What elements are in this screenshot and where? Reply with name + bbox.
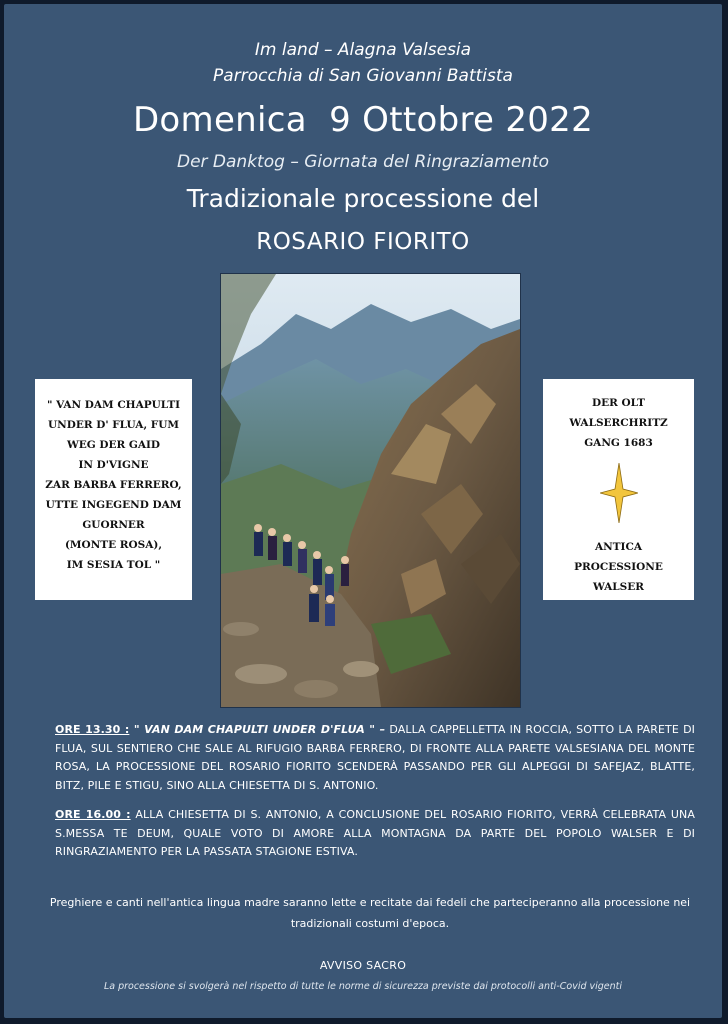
quote-text: " VAN DAM CHAPULTI UNDER D'FLUA " – [129, 723, 386, 736]
title-line2: ROSARIO FIORITO [256, 229, 470, 255]
mountain-procession-image [221, 274, 520, 707]
quote-line: IN D'VIGNE [78, 459, 149, 471]
quote-line: UNDER D' FLUA, FUM [47, 419, 179, 431]
time-label: ORE 13.30 : [55, 723, 130, 736]
procession-photo [220, 273, 521, 708]
parish-line: Parrocchia di San Giovanni Battista [213, 66, 513, 86]
box-line: WALSER [593, 581, 644, 593]
program-paragraph-2 [55, 806, 695, 862]
quote-line: " VAN DAM CHAPULTI [46, 399, 181, 411]
box-line: ANTICA [595, 541, 642, 553]
box-line: PROCESSIONE [574, 561, 663, 573]
walser-quote-box [35, 379, 192, 600]
paragraph-text: DALLA CAPPELLETTA IN ROCCIA, SOTTO LA PARETE DI FLUA, SUL SENTIERO CHE SALE AL RIFUGIO BARBA FERRERO, DI FRONTE ALLA PARETE VALSESIANA DEL MONTE ROSA, LA PROCESSIONE DEL ROSARIO FIORITO SCENDERÀ PASSANDO PER GLI ALPEGGI DI SAFEJAZ, BLATTE, BITZ, PILE E STIGU, SINO ALLA CHIESETTA DI S. ANTONIO. [55, 723, 695, 792]
notice-heading: AVVISO SACRO [319, 959, 407, 972]
walser-cross-box [543, 379, 694, 600]
quote-line: UTTE INGEGEND DAM [45, 499, 182, 511]
event-date: Domenica 9 Ottobre 2022 [132, 100, 594, 140]
quote-line: (MONTE ROSA), [64, 539, 163, 551]
quote-line: IM SESIA TOL " [66, 559, 161, 571]
box-line: WALSERCHRITZ [569, 417, 668, 429]
poster [4, 4, 722, 1018]
quote-line: GUORNER [82, 519, 145, 531]
covid-notice: La processione si svolgerà nel rispetto di tutte le norme di sicurezza previste dai protocolli anti-Covid vigenti [103, 981, 623, 992]
box-line: DER OLT [592, 397, 645, 409]
location-line: Im land – Alagna Valsesia [254, 40, 472, 60]
box-line: GANG 1683 [584, 437, 653, 449]
program-paragraph-1 [55, 721, 695, 795]
time-label: ORE 16.00 : [55, 808, 131, 821]
paragraph-text: ALLA CHIESETTA DI S. ANTONIO, A CONCLUSIONE DEL ROSARIO FIORITO, VERRÀ CELEBRATA UNA S.MESSA TE DEUM, QUALE VOTO DI AMORE ALLA MONTAGNA DA PARTE DEL POPOLO WALSER E DI RINGRAZIAMENTO PER LA PASSATA STAGIONE ESTIVA. [55, 808, 695, 858]
prayer-note: Preghiere e canti nell'antica lingua madre saranno lette e recitate dai fedeli che parteciperanno alla processione nei tradizionali costumi d'epoca. [49, 896, 691, 930]
star-icon [600, 463, 638, 523]
quote-line: WEG DER GAID [66, 439, 161, 451]
quote-line: ZAR BARBA FERRERO, [45, 479, 182, 491]
title-line1: Tradizionale processione del [186, 184, 540, 213]
event-subtitle: Der Danktog – Giornata del Ringraziamento [176, 152, 549, 172]
